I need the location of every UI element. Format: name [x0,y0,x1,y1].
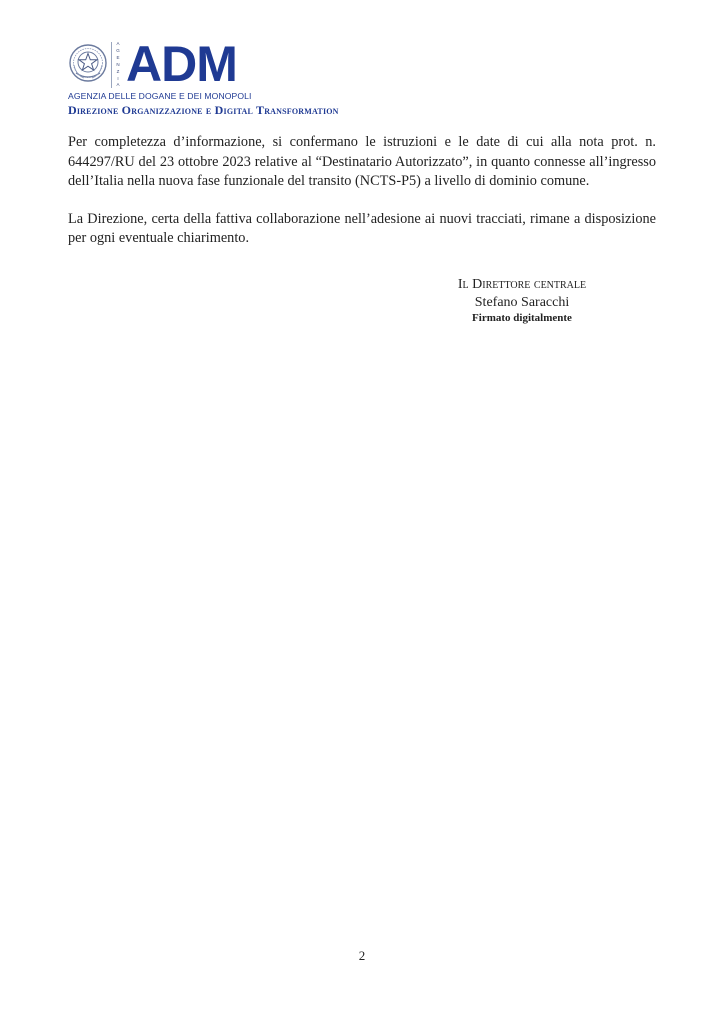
letterhead [68,36,668,118]
signatory-role: Il Direttore centrale [457,277,587,292]
adm-logo-text: ADM [126,36,237,92]
signatory-name: Stefano Saracchi [474,295,570,310]
page-number: 2 [358,948,366,963]
digital-signature-note: Firmato digitalmente [472,312,572,324]
italian-emblem-icon [68,43,108,83]
letter-body [68,133,656,267]
paragraph: Per completezza d’informazione, si confermano le istruzioni e le date di cui alla nota prot. n. 644297/RU del 23 ottobre 2023 relative al “Destinatario Autorizzato”, in quanto connesse all’ingresso dell’Italia nella nuova fase funzionale del transito (NCTS-P5) a livello di dominio comune. [68,134,656,189]
signature-block [410,276,634,325]
paragraph: La Direzione, certa della fattiva collaborazione nell’adesione ai nuovi tracciati, rimane a disposizione per ogni eventuale chiarimento. [68,210,656,246]
vertical-agenzia-text: A G E N Z I A [111,42,122,88]
logo-row [68,36,668,92]
agency-name: AGENZIA DELLE DOGANE E DEI MONOPOLI [68,91,252,101]
direction-title: Direzione Organizzazione e Digital Transformation [68,103,339,117]
